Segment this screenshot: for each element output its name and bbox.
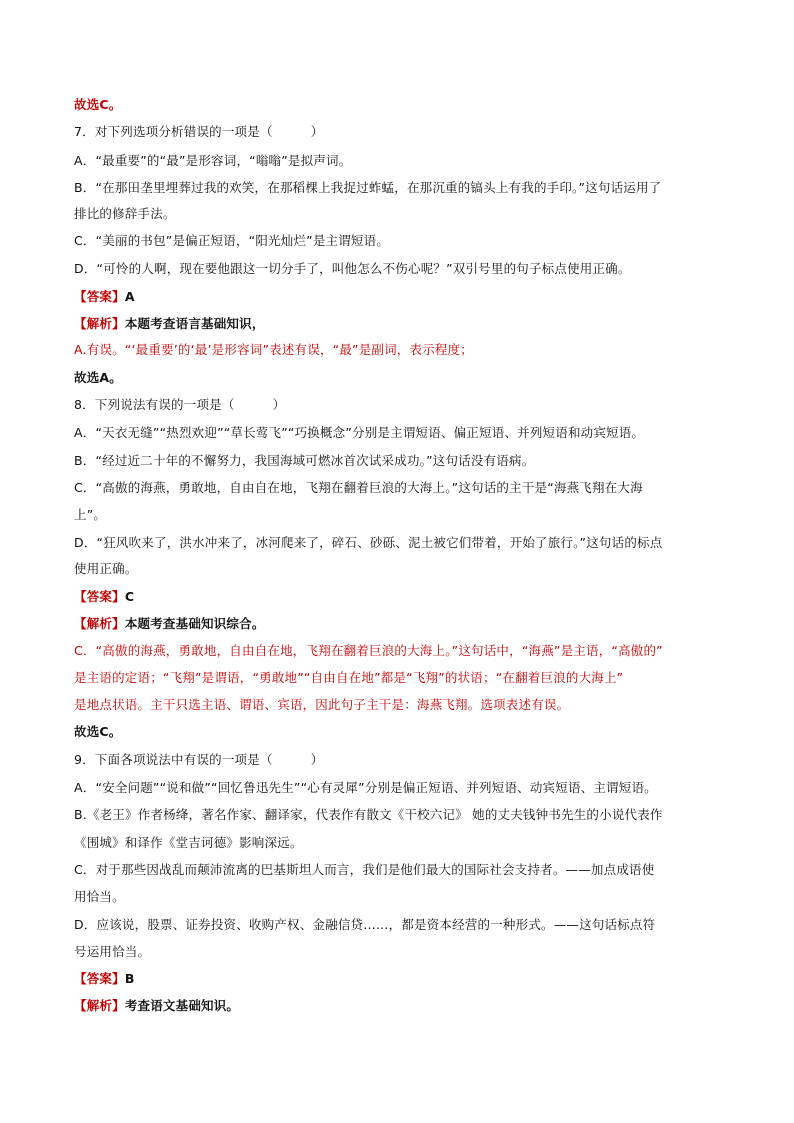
analysis-line-7	[74, 316, 734, 332]
analysis-tag: 【解析】	[74, 998, 125, 1013]
analysis-detail-8-line3: 是地点状语。主干只选主语、谓语、宾语，因此句子主干是：海燕飞翔。选项表述有误。	[74, 697, 570, 712]
question-9-option-d: D．应该说，股票、证券投资、收购产权、金融信贷……，都是资本经营的一种形式。——这句话标点符	[74, 917, 656, 932]
analysis-tag: 【解析】	[74, 616, 125, 631]
analysis-detail-8-line1	[74, 643, 734, 659]
answer-value: B	[124, 971, 135, 986]
analysis-line-8	[74, 616, 734, 632]
analysis-tag: 【解析】	[74, 316, 125, 331]
question-8-option-d-cont: 使用正确。	[74, 561, 138, 576]
analysis-detail-8-line2: 是主语的定语；“飞翔”是谓语，“勇敢地”“自由自在地”都是“飞翔”的状语；“在翻着巨浪的大海上”	[74, 670, 624, 685]
answer-tag: 【答案】	[74, 971, 125, 986]
question-7-option-d: D．“可怜的人啊，现在要他跟这一切分手了，叫他怎么不伤心呢？”双引号里的句子标点使用正确。	[74, 261, 631, 276]
conclusion-line: 故选C。	[74, 97, 122, 112]
question-8-option-d: D．“狂风吹来了，洪水冲来了，冰河爬来了，碎石、砂砾、泥土被它们带着，开始了旅行。”这句话的标点	[74, 535, 663, 550]
answer-line-8	[74, 589, 734, 605]
question-8-option-b: B．“经过近二十年的不懈努力，我国海域可燃冰首次试采成功。”这句话没有语病。	[74, 453, 535, 468]
question-8-stem: 8．下列说法有误的一项是（ ）	[74, 397, 286, 412]
answer-value: C	[124, 589, 135, 604]
analysis-detail-part: C．“高傲的海燕，勇敢地，自由自在地，飞翔在翻着巨浪的大海上。”这句话中，	[74, 643, 522, 658]
conclusion-line: 故选C。	[74, 724, 122, 739]
question-8-option-c-cont: 上”。	[74, 507, 107, 522]
question-7-stem: 7．对下列选项分析错误的一项是（ ）	[74, 124, 324, 139]
answer-line-9	[74, 971, 734, 987]
question-9-option-a: A．“安全问题”“说和做”“回忆鲁迅先生”“心有灵犀”分别是偏正短语、并列短语、动宾短语、主谓短语。	[74, 780, 657, 795]
question-7-option-b: B．“在那田垄里埋葬过我的欢笑，在那稻棵上我捉过蚱蜢，在那沉重的镐头上有我的手印。”这句话运用了	[74, 180, 662, 195]
answer-value: A	[124, 289, 135, 304]
question-7-option-a: A．“最重要”的“最”是形容词，“嗡嗡”是拟声词。	[74, 153, 352, 168]
question-8-option-a: A．“天衣无缝”“热烈欢迎”“草长莺飞”“巧换概念”分别是主谓短语、偏正短语、并列短语和动宾短语。	[74, 425, 645, 440]
analysis-text: 本题考查语言基础知识，	[124, 316, 265, 331]
analysis-text: 考查语文基础知识。	[124, 998, 240, 1013]
conclusion-line: 故选A。	[74, 370, 122, 385]
answer-tag: 【答案】	[74, 589, 125, 604]
question-9-option-b: B.《老王》作者杨绛，著名作家、翻译家，代表作有散文《干校六记》 她的丈夫钱钟书先生的小说代表作	[74, 807, 663, 822]
question-9-option-c-cont: 用恰当。	[74, 889, 125, 904]
question-8-option-c: C．“高傲的海燕，勇敢地，自由自在地，飞翔在翻着巨浪的大海上。”这句话的主干是“海燕飞翔在大海	[74, 480, 643, 495]
question-7-option-b-cont: 排比的修辞手法。	[74, 206, 176, 221]
question-7-option-c: C．“美丽的书包”是偏正短语，“阳光灿烂”是主谓短语。	[74, 233, 390, 248]
analysis-line-9	[74, 998, 734, 1014]
analysis-detail-7: A.有误。“‘最重要’的‘最’是形容词”表述有误，“最”是副词，表示程度；	[74, 342, 474, 357]
answer-line-7	[74, 289, 734, 305]
question-9-option-d-cont: 号运用恰当。	[74, 944, 151, 959]
analysis-text: 本题考查基础知识综合。	[124, 616, 265, 631]
question-9-stem: 9．下面各项说法中有误的一项是（ ）	[74, 752, 324, 767]
analysis-detail-part: “海燕”是主语，“高傲的”	[521, 643, 663, 658]
question-9-option-b-cont: 《围城》和译作《堂吉诃德》影响深远。	[74, 835, 303, 850]
question-9-option-c: C．对于那些因战乱而颠沛流离的巴基斯坦人而言，我们是他们最大的国际社会支持者。——加点成语使	[74, 862, 655, 877]
answer-tag: 【答案】	[74, 289, 125, 304]
